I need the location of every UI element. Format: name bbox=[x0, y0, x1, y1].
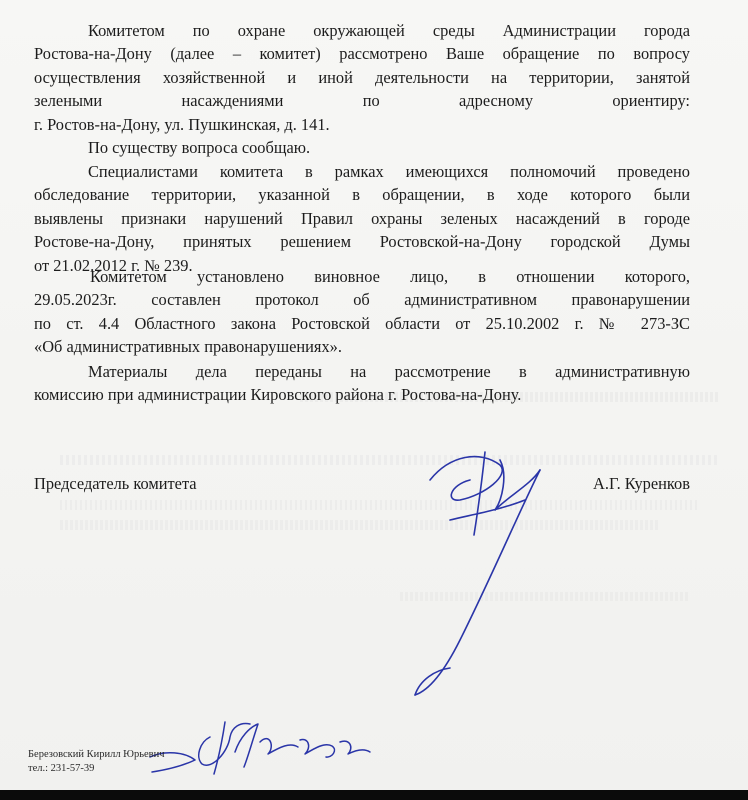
paragraph-1 bbox=[34, 19, 690, 136]
performer-name: Березовский Кирилл Юрьевич bbox=[28, 749, 165, 760]
show-through-text bbox=[400, 592, 690, 601]
scan-bottom-edge bbox=[0, 790, 748, 800]
text-line: Комитетом установлено виновное лицо, в отношении которого, bbox=[90, 267, 690, 286]
text-line: Материалы дела переданы на рассмотрение в административную bbox=[88, 362, 690, 381]
show-through-text bbox=[60, 500, 700, 510]
signatory-name: А.Г. Куренков bbox=[593, 474, 690, 493]
text-line: обследование территории, указанной в обращении, в ходе которого были bbox=[34, 185, 690, 205]
signatory-position: Председатель комитета bbox=[34, 474, 197, 493]
paragraph-5 bbox=[34, 360, 690, 407]
paragraph-4 bbox=[34, 265, 690, 359]
text-line: от 21.02.2012 г. № 239. bbox=[34, 255, 193, 275]
text-line: Специалистами комитета в рамках имеющихся полномочий проведено bbox=[88, 162, 690, 181]
performer-phone: тел.: 231-57-39 bbox=[28, 762, 95, 774]
text-line: По существу вопроса сообщаю. bbox=[88, 138, 311, 157]
performer-signature bbox=[140, 712, 380, 782]
text-line: зелеными насаждениями по адресному ориентиру: bbox=[34, 91, 690, 111]
show-through-text bbox=[60, 520, 660, 530]
text-line: выявлены признаки нарушений Правил охраны зеленых насаждений в городе bbox=[34, 208, 690, 228]
text-line: по ст. 4.4 Областного закона Ростовской области от 25.10.2002 г. № 273-ЗС bbox=[34, 313, 690, 333]
text-line: Ростове-на-Дону, принятых решением Ростовской-на-Дону городской Думы bbox=[34, 232, 690, 252]
text-line: Комитетом по охране окружающей среды Администрации города bbox=[88, 21, 690, 40]
handwritten-signature bbox=[390, 440, 590, 700]
paragraph-2 bbox=[34, 136, 690, 159]
text-line: Ростова-на-Дону (далее – комитет) рассмотрено Ваше обращение по вопросу bbox=[34, 44, 690, 64]
text-line: осуществления хозяйственной и иной деятельности на территории, занятой bbox=[34, 67, 690, 87]
paragraph-3 bbox=[34, 160, 690, 277]
text-line: 29.05.2023г. составлен протокол об административном правонарушении bbox=[34, 290, 690, 310]
text-line: г. Ростов-на-Дону, ул. Пушкинская, д. 141. bbox=[34, 114, 330, 134]
show-through-text bbox=[60, 455, 720, 465]
text-line: «Об административных правонарушениях». bbox=[34, 337, 342, 357]
performer-info bbox=[28, 748, 165, 775]
text-line: комиссию при администрации Кировского района г. Ростова-на-Дону. bbox=[34, 385, 522, 405]
